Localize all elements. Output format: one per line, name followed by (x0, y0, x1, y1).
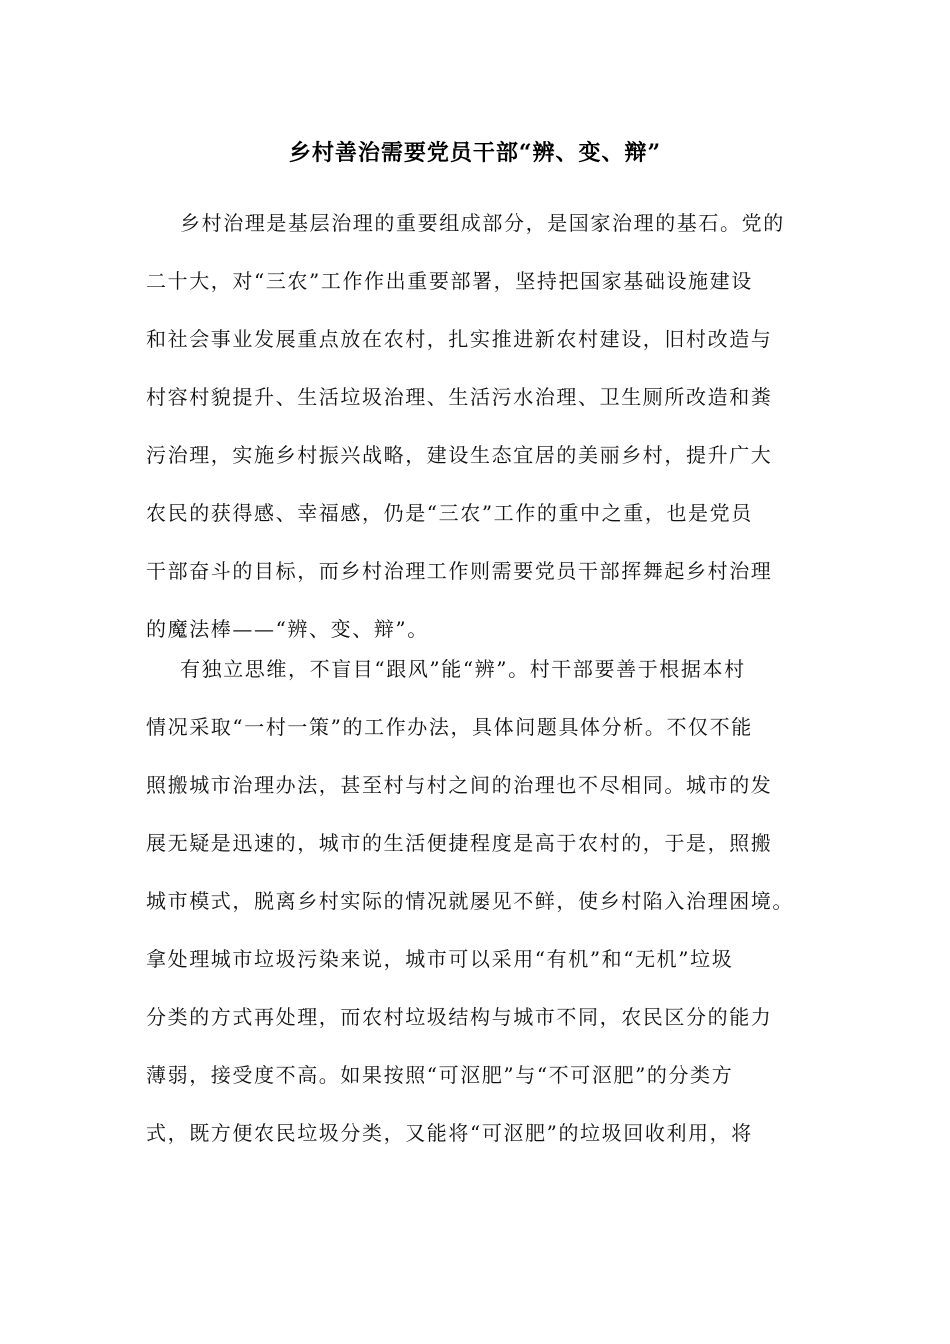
paragraph-line: 拿处理城市垃圾污染来说，城市可以采用“有机”和“无机”垃圾 (146, 947, 734, 971)
paragraph-line: 干部奋斗的目标，而乡村治理工作则需要党员干部挥舞起乡村治理 (146, 559, 773, 583)
paragraph-line: 村容村貌提升、生活垃圾治理、生活污水治理、卫生厕所改造和粪 (146, 385, 773, 409)
page-title: 乡村善治需要党员干部“辨、变、辩” (288, 140, 662, 166)
paragraph-line: 有独立思维，不盲目“跟风”能“辨”。村干部要善于根据本村 (180, 657, 746, 681)
paragraph-line: 污治理，实施乡村振兴战略，建设生态宜居的美丽乡村，提升广大 (146, 443, 773, 467)
paragraph-line: 和社会事业发展重点放在农村，扎实推进新农村建设，旧村改造与 (146, 327, 773, 351)
paragraph-line: 的魔法棒——“辨、变、辩”。 (146, 617, 429, 641)
paragraph-line: 式，既方便农民垃圾分类，又能将“可沤肥”的垃圾回收利用，将 (146, 1121, 753, 1145)
paragraph-line: 薄弱，接受度不高。如果按照“可沤肥”与“不可沤肥”的分类方 (146, 1063, 734, 1087)
paragraph-line: 农民的获得感、幸福感，仍是“三农”工作的重中之重，也是党员 (146, 501, 753, 525)
paragraph-1 (146, 194, 814, 658)
paragraph-line: 照搬城市治理办法，甚至村与村之间的治理也不尽相同。城市的发 (146, 773, 773, 797)
paragraph-line: 情况采取“一村一策”的工作办法，具体问题具体分析。不仅不能 (146, 715, 753, 739)
paragraph-line: 二十大，对“三农”工作作出重要部署，坚持把国家基础设施建设 (146, 269, 753, 293)
paragraph-line: 分类的方式再处理，而农村垃圾结构与城市不同，农民区分的能力 (146, 1005, 773, 1029)
paragraph-line: 乡村治理是基层治理的重要组成部分，是国家治理的基石。党的 (180, 211, 785, 235)
paragraph-line: 展无疑是迅速的，城市的生活便捷程度是高于农村的，于是，照搬 (146, 831, 773, 855)
paragraph-line: 城市模式，脱离乡村实际的情况就屡见不鲜，使乡村陷入治理困境。 (146, 889, 794, 913)
paragraph-2 (146, 640, 814, 1162)
